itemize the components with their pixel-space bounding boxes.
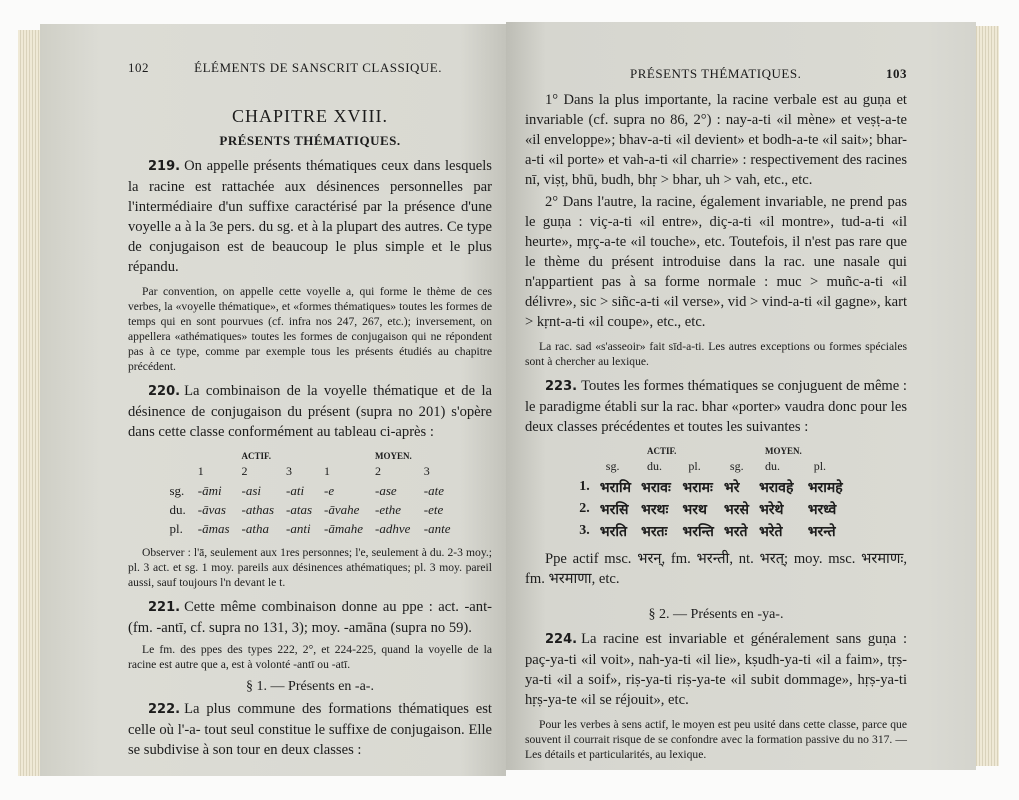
cell: भरन्ते — [807, 524, 836, 540]
left-page-content — [128, 60, 492, 760]
cell: भरामः — [682, 480, 713, 496]
chapter-title: CHAPITRE XVIII. — [232, 106, 388, 126]
paragraph-text: La racine est invariable et généralement sans guṇa : paç-ya-ti «il voit», nah-ya-ti «il lie», kṣudh-ya-ti «il a faim», tṛṣ-ya-ti «il a soif», riṣ-ya-ti riṣ-ya-te «il subit dommage», hṛṣ-ya-ti hṛṣ-ya-te «il se réjouit», etc. — [525, 631, 907, 708]
number-header: sg. — [729, 459, 744, 473]
row-label: pl. — [169, 520, 183, 536]
page-number-right: 103 — [886, 66, 907, 81]
page-number-left: 102 — [128, 60, 149, 75]
cell: भरते — [723, 524, 748, 540]
note-219: Par convention, on appelle cette voyelle a, qui forme le thème de ces verbes, la «voyelle thématique», et «formes thématiques» toutes les formes de temps qui en sont pourvues (cf. infra nos 247, 267, etc.); inversement, on appellera «athématiques» toutes les formes de conjugaison qui ne répondent pas à ce type, comme par exemple tous les présents étudiés au chapitre précédent. — [128, 285, 492, 373]
cell: -āmi — [197, 482, 222, 498]
paragraph-number: 219. — [148, 159, 181, 174]
cell: भरतः — [640, 524, 668, 540]
cell: -atas — [286, 501, 313, 517]
cell: -āmas — [197, 520, 230, 536]
note-observer: Observer : l'ā, seulement aux 1res personnes; l'e, seulement à du. 2-3 moy.; pl. 3 act. et sg. 1 moy. pareils aux désinences athématiques; pl. 3 moy. pareil aussi, sauf toujours l'n devant le t. — [128, 546, 492, 589]
row-label: 3. — [579, 523, 590, 538]
number-header: du. — [764, 459, 780, 473]
row-label: sg. — [169, 482, 185, 498]
person-header: 1 — [324, 464, 331, 478]
cell: भरथ — [682, 502, 707, 518]
cell: -asi — [241, 482, 262, 498]
cell: भरसे — [723, 502, 749, 518]
person-header: 2 — [241, 464, 248, 478]
paragraph-number: 221. — [148, 600, 181, 615]
cell: -ati — [286, 482, 305, 498]
chapter-subtitle: PRÉSENTS THÉMATIQUES. — [219, 133, 401, 148]
cell: भरावहे — [758, 480, 794, 496]
paradigm-table — [579, 444, 852, 542]
cell: -ate — [423, 482, 444, 498]
table-row — [164, 481, 457, 500]
person-header: 3 — [423, 464, 430, 478]
paragraph-220 — [128, 381, 492, 442]
right-page-content — [525, 66, 907, 762]
actif-header: ACTIF. — [646, 445, 677, 456]
cell: भरसि — [599, 502, 629, 518]
person-header: 1 — [197, 464, 204, 478]
row-label: du. — [169, 501, 186, 517]
paragraph-text: La plus commune des formations thématiques est celle où l'-a- tout seul constitue le suffixe de conjugaison. Elle se subdivise à son tour en deux classes : — [128, 701, 492, 758]
table-row — [164, 500, 457, 519]
row-label: 2. — [579, 501, 590, 516]
cell: -āvahe — [324, 501, 360, 517]
table-row — [164, 519, 457, 538]
paragraph-text: La combinaison de la voyelle thématique et de la désinence de conjugaison du présent (supra no 201) s'opère dans cette classe conformément au tableau ci-après : — [128, 383, 492, 440]
cell: भरन्ति — [682, 524, 714, 540]
cell: -ase — [375, 482, 397, 498]
left-header — [128, 60, 492, 76]
paragraph-number: 220. — [148, 384, 181, 399]
cell: भरथः — [640, 502, 669, 518]
paragraph-222 — [128, 699, 492, 760]
cell: -athas — [241, 501, 275, 517]
section-heading-1: § 1. — Présents en -a-. — [246, 679, 374, 694]
number-header: pl. — [813, 459, 827, 473]
number-header: sg. — [605, 459, 620, 473]
cell: -adhve — [375, 520, 411, 536]
moyen-header: MOYEN. — [764, 445, 802, 456]
paragraph-text: Cette même combinaison donne au ppe : act. -ant- (fm. -antī, cf. supra no 131, 3); moy. -amāna (supra no 59). — [128, 599, 492, 636]
paragraph-223 — [525, 376, 907, 437]
right-header — [525, 66, 907, 82]
running-head-left: ÉLÉMENTS DE SANSCRIT CLASSIQUE. — [194, 60, 442, 75]
number-header: du. — [646, 459, 662, 473]
cell: भरावः — [640, 480, 671, 496]
actif-header: ACTIF. — [241, 450, 271, 461]
paragraph-224-2: 2° Dans l'autre, la racine, également invariable, ne prend pas le guṇa : viç-a-ti «il entre», diç-a-ti «il montre», tud-a-ti «il heurte», mṛç-a-te «il touche», etc. Toutefois, il n'est pas rare que le thème du présent introduise dans la rac. une nasale qui n'appartient pas à sa forme normale : muc > muñc-a-ti «il délivre», sic > siñc-a-ti «il verse», vid > vind-a-ti «il gagne», kart > kṛnt-a-ti «il coupe», etc., etc. — [525, 194, 908, 330]
cell: -āmahe — [324, 520, 364, 536]
running-head-right: PRÉSENTS THÉMATIQUES. — [630, 66, 802, 81]
section-heading-2: § 2. — Présents en -ya-. — [648, 607, 784, 622]
cell: भरेथे — [758, 502, 784, 518]
paragraph-221 — [128, 597, 492, 638]
table-row — [579, 520, 852, 542]
note-221: Le fm. des ppes des types 222, 2°, et 224-225, quand la voyelle de la racine est autre que a, est à volonté -antī ou -atī. — [128, 643, 492, 671]
cell: -ante — [423, 520, 451, 536]
cell: भरध्वे — [807, 502, 837, 518]
cell: -ethe — [375, 501, 402, 517]
paragraph-text: Toutes les formes thématiques se conjuguent de même : le paradigme établi sur la rac. bhar «porter» vaudra donc pour les deux classes précédentes et toutes les suivantes : — [525, 378, 907, 435]
cell: -e — [324, 482, 335, 498]
cell: -ete — [423, 501, 444, 517]
row-label: 1. — [579, 479, 590, 494]
moyen-header: MOYEN. — [375, 450, 412, 461]
cell: भरामि — [599, 480, 631, 496]
ending-table — [164, 449, 457, 538]
cell: -atha — [241, 520, 269, 536]
person-header: 2 — [375, 464, 382, 478]
cell: -āvas — [197, 501, 226, 517]
number-header: pl. — [688, 459, 701, 473]
paragraph-text: On appelle présents thématiques ceux dans lesquels la racine est rattachée aux désinences personnelles par l'intermédiaire d'un suffixe caractérisé par la présence d'une voyelle a à la 3e pers. du sg. et à la plupart des autres. Ce type de conjugaison est de beaucoup le plus simple et le plus répandu. — [128, 158, 492, 275]
paragraph-number: 223. — [545, 379, 578, 394]
note-224: Pour les verbes à sens actif, le moyen est peu usité dans cette classe, parce que souvent il courrait risque de se confondre avec la formation passive du no 317. — Les détails et particularités, au lexique. — [525, 718, 907, 761]
cell: भरति — [599, 524, 627, 540]
cell: भरामहे — [807, 480, 843, 496]
paragraph-219 — [128, 156, 492, 277]
paragraph-number: 224. — [545, 632, 578, 647]
participle-paragraph: Ppe actif msc. भरन्, fm. भरन्ती, nt. भरत्; moy. msc. भरमाणः, fm. भरमाणा, etc. — [525, 551, 907, 587]
paragraph-224 — [525, 629, 907, 710]
paragraph-224-1: 1° Dans la plus importante, la racine verbale est au guṇa et invariable (cf. supra no 86, 2°) : nay-a-ti «il mène» et veṣṭ-a-te «il enveloppe»; bhav-a-ti «il devient» et bodh-a-te «il sait»; bhar-a-ti «il porte» et vah-a-ti «il charrie» : respectivement des racines nī, viṣṭ, bhū, budh, bhṛ > bhar, uh > vah, etc., etc. — [525, 92, 907, 188]
cell: -anti — [286, 520, 311, 536]
cell: भरे — [723, 480, 740, 496]
paragraph-number: 222. — [148, 702, 181, 717]
note-sad: La rac. sad «s'asseoir» fait sīd-a-ti. Les autres exceptions ou formes spéciales sont à chercher au lexique. — [525, 340, 907, 368]
person-header: 3 — [286, 464, 293, 478]
table-row — [579, 498, 852, 520]
cell: भरेते — [758, 524, 783, 540]
table-row — [579, 476, 852, 498]
